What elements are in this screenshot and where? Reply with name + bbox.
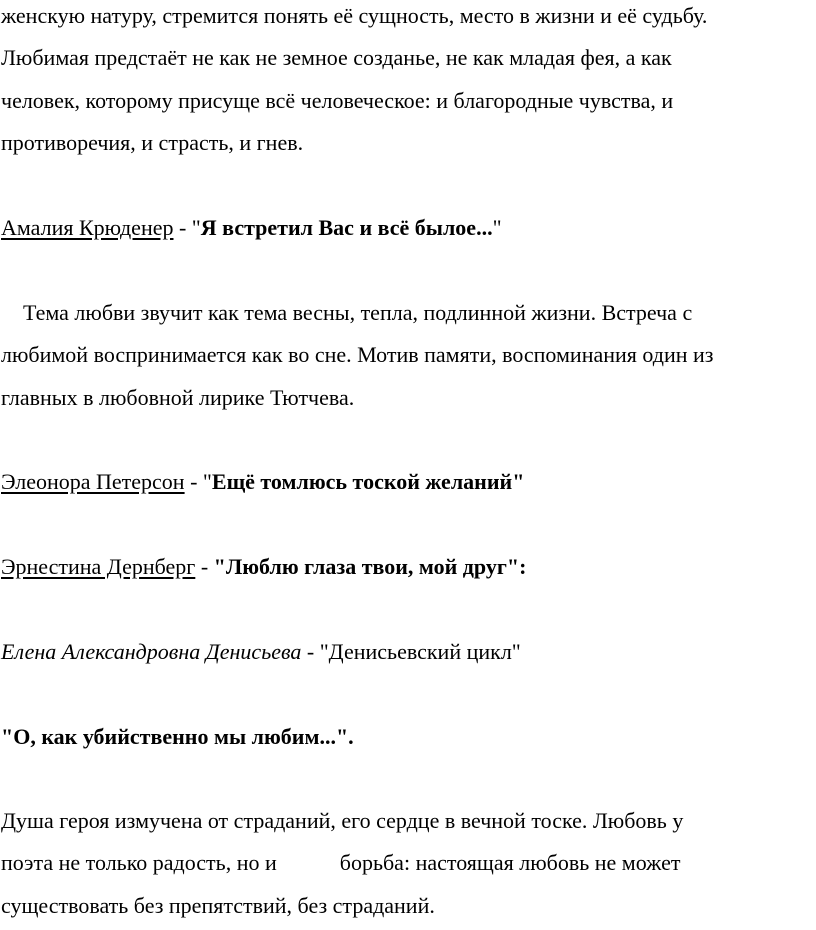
kruedener-close-quote: " xyxy=(492,215,502,240)
para1-line2: Любимая предстаёт не как не земное созданье, не как младая фея, а как xyxy=(1,45,672,70)
para2-line1-text: Тема любви звучит как тема весны, тепла, подлинной жизни. Встреча с xyxy=(1,300,693,325)
dernberg-dash: - xyxy=(195,554,214,579)
kruedener-dash: - " xyxy=(173,215,201,240)
kruedener-poem-title: Я встретил Вас и всё былое... xyxy=(200,215,493,240)
peterson-poem-title: Ещё томлюсь тоской желаний" xyxy=(211,469,525,494)
peterson-dash: - " xyxy=(184,469,212,494)
dernberg-name-link[interactable]: Эрнестина Дернберг xyxy=(1,554,196,579)
section-denisyeva xyxy=(1,639,521,665)
section-dernberg xyxy=(1,554,526,580)
para1-line3: человек, которому присуще всё человеческое: и благородные чувства, и xyxy=(1,88,674,113)
para2-line2: любимой воспринимается как во сне. Мотив памяти, воспоминания один из xyxy=(1,342,714,367)
denisyeva-name: Елена Александровна Денисьева xyxy=(1,639,302,664)
dernberg-poem-title: "Люблю глаза твои, мой друг": xyxy=(213,554,527,579)
para1-line4: противоречия, и страсть, и гнев. xyxy=(1,130,304,155)
poem-heading: "О, как убийственно мы любим...". xyxy=(1,724,354,749)
denisyeva-cycle: - "Денисьевский цикл" xyxy=(301,639,521,664)
para3-line2-part1: поэта не только радость, но и xyxy=(1,850,277,875)
para2-line1 xyxy=(1,300,692,326)
section-peterson xyxy=(1,469,524,495)
para3-line2 xyxy=(1,850,680,876)
para1-line1: женскую натуру, стремится понять её сущность, место в жизни и её судьбу. xyxy=(1,3,708,28)
section-kruedener xyxy=(1,215,502,241)
para3-line2-part2: борьба: настоящая любовь не может xyxy=(339,850,681,875)
para3-line3: существовать без препятствий, без страданий. xyxy=(1,893,435,918)
kruedener-name-link[interactable]: Амалия Крюденер xyxy=(1,215,174,240)
para2-line3: главных в любовной лирике Тютчева. xyxy=(1,385,355,410)
peterson-name-link[interactable]: Элеонора Петерсон xyxy=(1,469,185,494)
para3-line1: Душа героя измучена от страданий, его сердце в вечной тоске. Любовь у xyxy=(1,808,684,833)
